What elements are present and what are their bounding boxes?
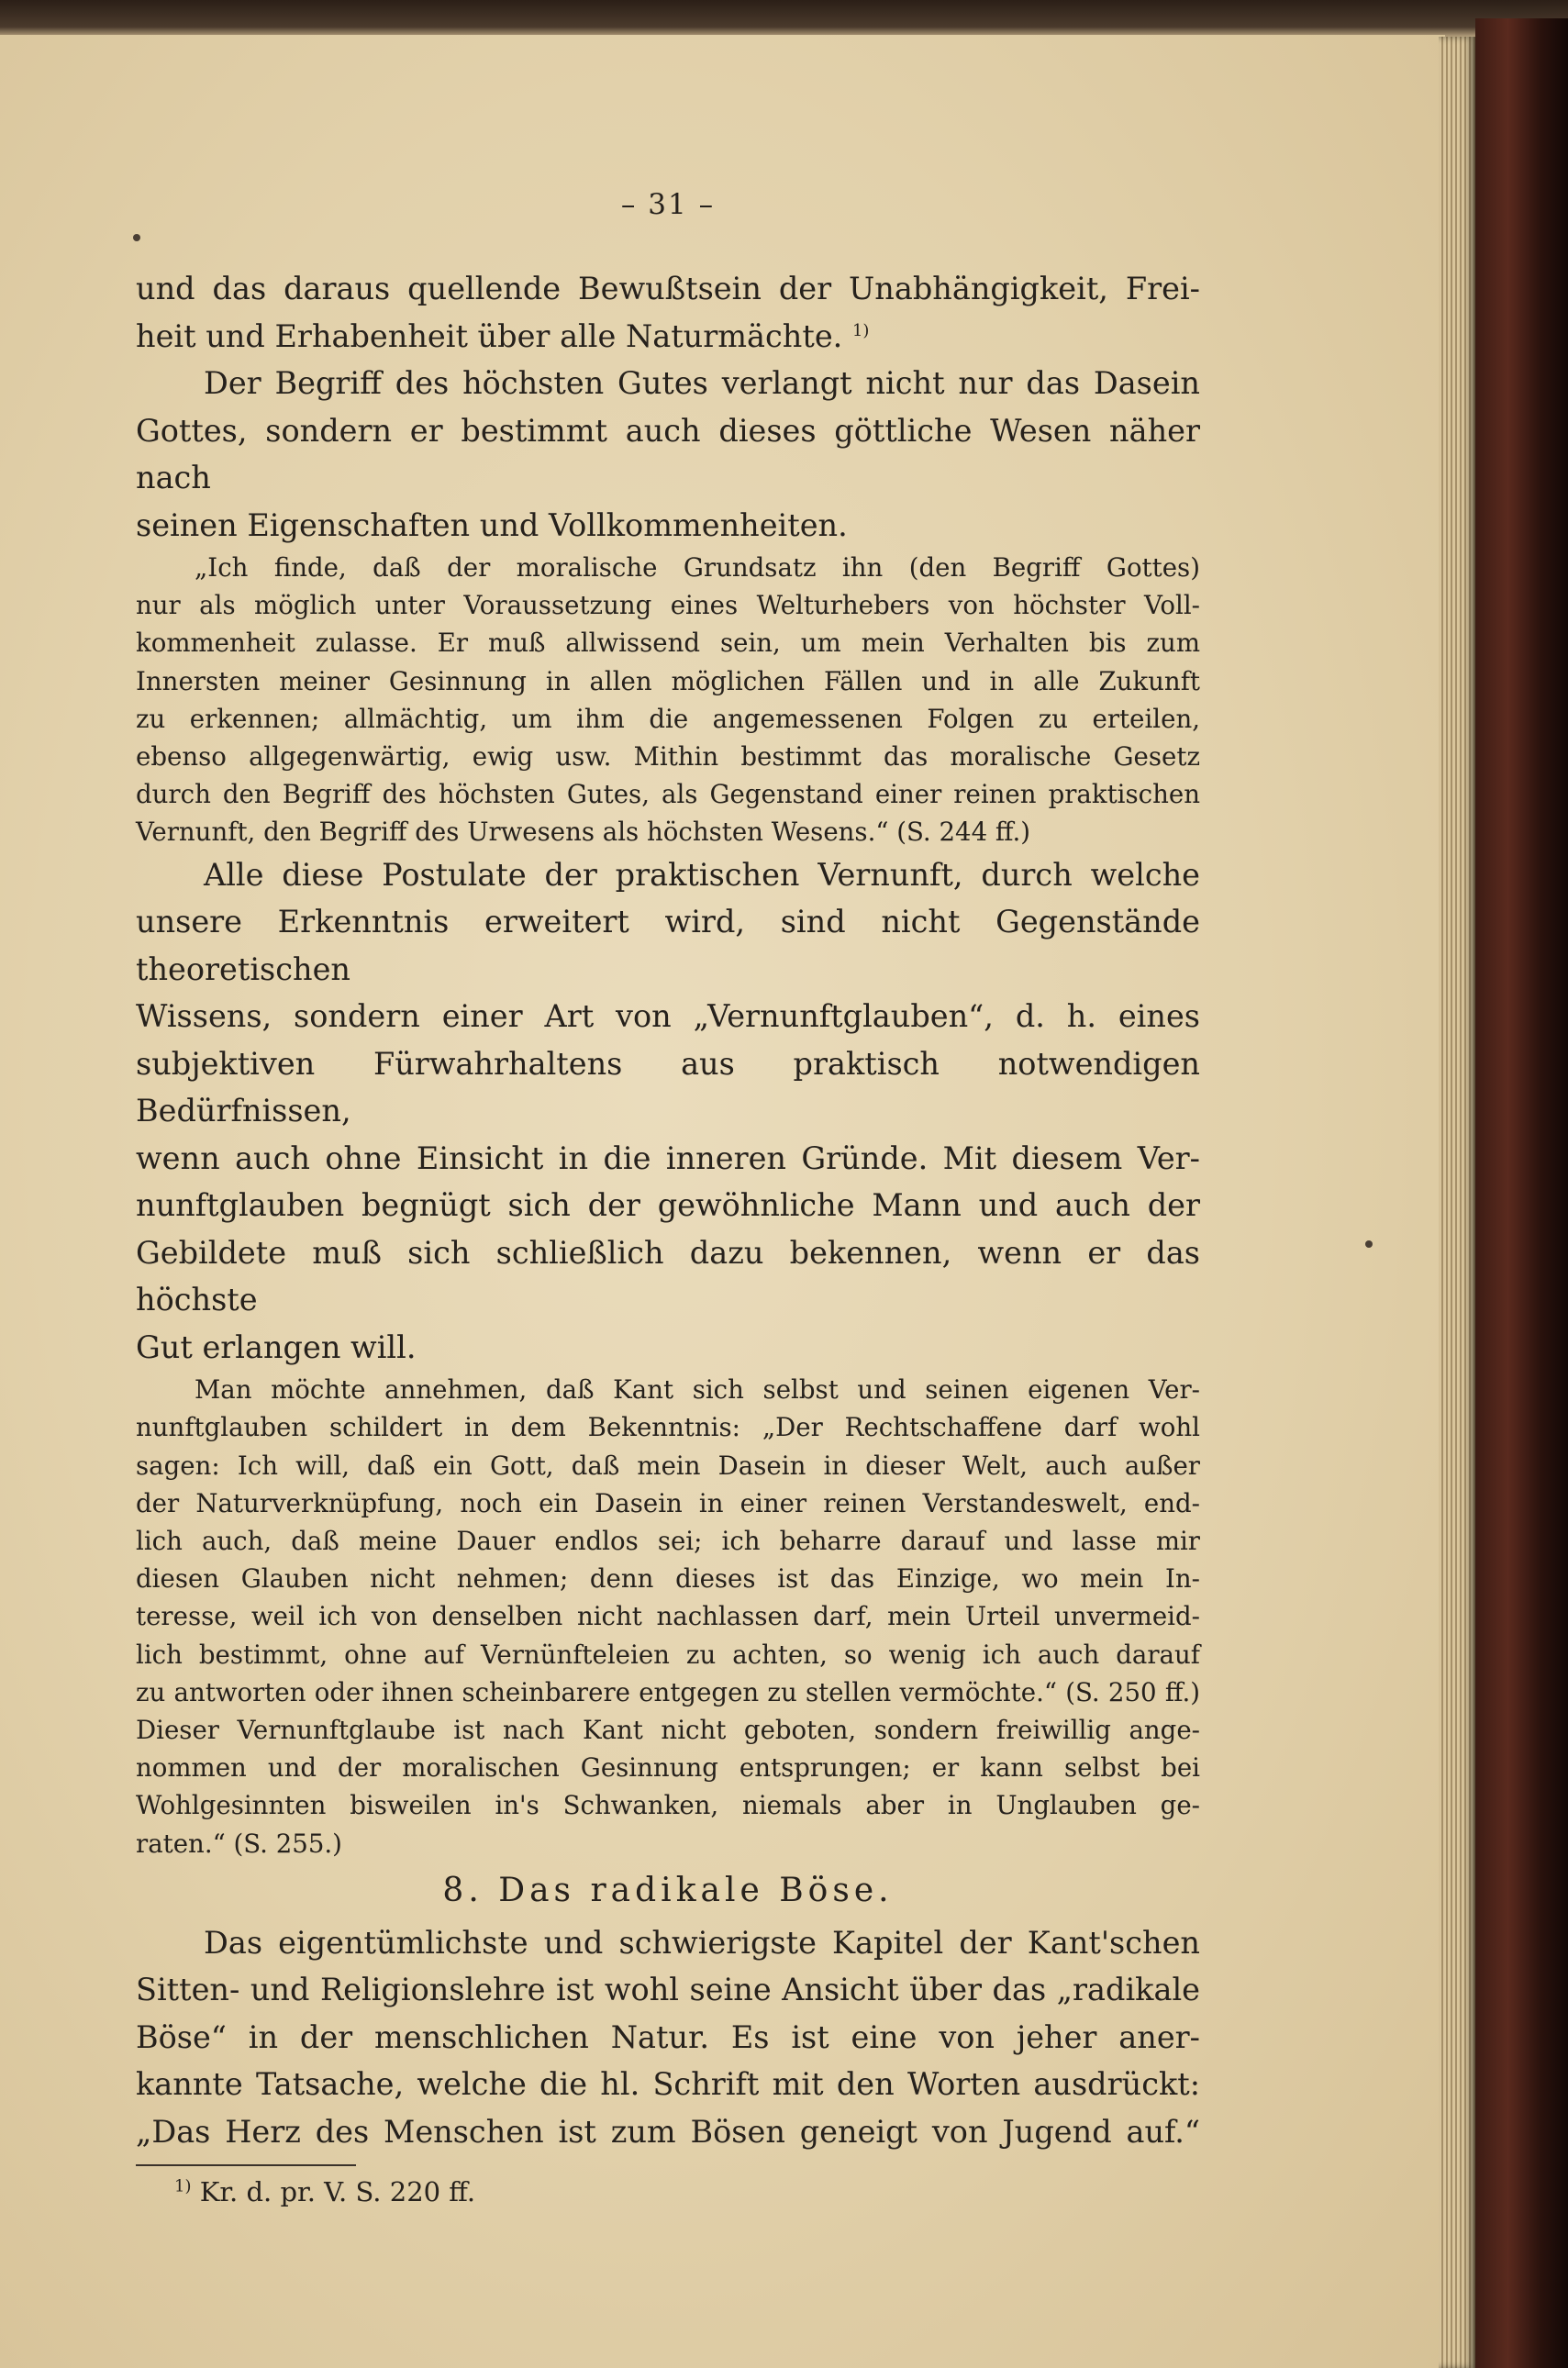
quote-line: Dieser Vernunftglaube ist nach Kant nicht geboten, sondern freiwillig ange- [136, 1714, 1200, 1745]
quote-line: teresse, weil ich von denselben nicht nachlassen darf, mein Urteil unvermeid- [136, 1601, 1200, 1632]
ink-speck [1365, 1240, 1373, 1248]
quote-line: Vernunft, den Begriff des Urwesens als höchsten Wesens.“ (S. 244 ff.) [136, 817, 1031, 848]
text-line: Gebildete muß sich schließlich dazu bekennen, wenn er das höchste [136, 1234, 1200, 1318]
quote-line: sagen: Ich will, daß ein Gott, daß mein Dasein in dieser Welt, auch außer [136, 1450, 1200, 1481]
text-line: Der Begriff des höchsten Gutes verlangt nicht nur das Dasein [204, 365, 1200, 401]
quote-line: lich auch, daß meine Dauer endlos sei; ich beharre darauf und lasse mir [136, 1525, 1200, 1556]
paragraph [136, 1919, 1200, 2156]
text-line: subjektiven Fürwahrhaltens aus praktisch notwendigen Bedürfnissen, [136, 1045, 1200, 1129]
text-line: wenn auch ohne Einsicht in die inneren Gründe. Mit diesem Ver- [136, 1140, 1200, 1176]
quote-line: der Naturverknüpfung, noch ein Dasein in einer reinen Verstandeswelt, end- [136, 1487, 1200, 1518]
section-heading: 8. Das radikale Böse. [442, 1871, 894, 1909]
quote-line: Man möchte annehmen, daß Kant sich selbst und seinen eigenen Ver- [195, 1374, 1200, 1406]
text-line: Das eigentümlichste und schwierigste Kapitel der Kant'schen [204, 1924, 1200, 1961]
footnote-ref: 1) [851, 320, 870, 340]
quote-line: kommenheit zulasse. Er muß allwissend sein, um mein Verhalten bis zum [136, 628, 1200, 659]
text-line: heit und Erhabenheit über alle Naturmächte. [136, 317, 843, 354]
footnote [174, 2173, 1200, 2210]
quote-line: diesen Glauben nicht nehmen; denn dieses ist das Einzige, wo mein In- [136, 1563, 1200, 1595]
paragraph [136, 265, 1200, 360]
quote-line: lich bestimmt, ohne auf Vernünfteleien zu achten, so wenig ich auch darauf [136, 1639, 1200, 1670]
text-line: und das daraus quellende Bewußtsein der Unabhängigkeit, Frei- [136, 271, 1200, 306]
quote-line: durch den Begriff des höchsten Gutes, als Gegenstand einer reinen praktischen [136, 779, 1200, 810]
quote-line: zu erkennen; allmächtig, um ihm die angemessenen Folgen zu erteilen, [136, 703, 1200, 734]
footnote-divider [136, 2164, 356, 2166]
text-line [136, 313, 1200, 361]
quote-line: nommen und der moralischen Gesinnung entsprungen; er kann selbst bei [136, 1752, 1200, 1784]
text-line: seinen Eigenschaften und Vollkommenheiten. [136, 506, 848, 543]
paragraph [136, 360, 1200, 549]
footnote-text: Kr. d. pr. V. S. 220 ff. [199, 2176, 476, 2208]
quote-line: „Ich finde, daß der moralische Grundsatz ihn (den Begriff Gottes) [195, 552, 1200, 583]
page-text [136, 188, 1200, 2210]
quote-line: nunftglauben schildert in dem Bekenntnis: „Der Rechtschaffene darf wohl [136, 1412, 1200, 1443]
quote-line: zu antworten oder ihnen scheinbarere entgegen zu stellen vermöchte.“ (S. 250 ff.) [136, 1676, 1200, 1707]
text-line: nunftglauben begnügt sich der gewöhnliche Mann und auch der [136, 1187, 1200, 1224]
block-quote [136, 549, 1200, 851]
text-line: Alle diese Postulate der praktischen Vernunft, durch welche [204, 856, 1200, 893]
text-line: Gottes, sondern er bestimmt auch dieses göttliche Wesen näher nach [136, 412, 1200, 495]
text-line: unsere Erkenntnis erweitert wird, sind nicht Gegenstände theoretischen [136, 904, 1200, 987]
page-stack-edges [1439, 37, 1475, 2368]
book-binding [1475, 18, 1568, 2368]
text-line: „Das Herz des Menschen ist zum Bösen geneigt von Jugend auf.“ [136, 2113, 1200, 2150]
text-line: Böse“ in der menschlichen Natur. Es ist eine von jeher aner- [136, 2018, 1200, 2055]
block-quote [136, 1371, 1200, 1862]
text-line: kannte Tatsache, welche die hl. Schrift mit den Worten ausdrückt: [136, 2066, 1200, 2103]
text-line: Wissens, sondern einer Art von „Vernunftglauben“, d. h. eines [136, 998, 1200, 1035]
quote-line: ebenso allgegenwärtig, ewig usw. Mithin bestimmt das moralische Gesetz [136, 741, 1200, 773]
footnote-marker: 1) [174, 2176, 192, 2196]
text-line: Gut erlangen will. [136, 1329, 417, 1365]
quote-line: Innersten meiner Gesinnung in allen möglichen Fällen und in alle Zukunft [136, 665, 1200, 696]
page-top-edge [0, 0, 1568, 39]
page-number: – 31 – [620, 188, 716, 221]
text-line: Sitten- und Religionslehre ist wohl seine Ansicht über das „radikale [136, 1972, 1200, 2008]
quote-line: raten.“ (S. 255.) [136, 1828, 342, 1859]
paragraph [136, 851, 1200, 1372]
quote-line: Wohlgesinnten bisweilen in's Schwanken, niemals aber in Unglauben ge- [136, 1790, 1200, 1821]
quote-line: nur als möglich unter Voraussetzung eines Welturhebers von höchster Voll- [136, 590, 1200, 621]
